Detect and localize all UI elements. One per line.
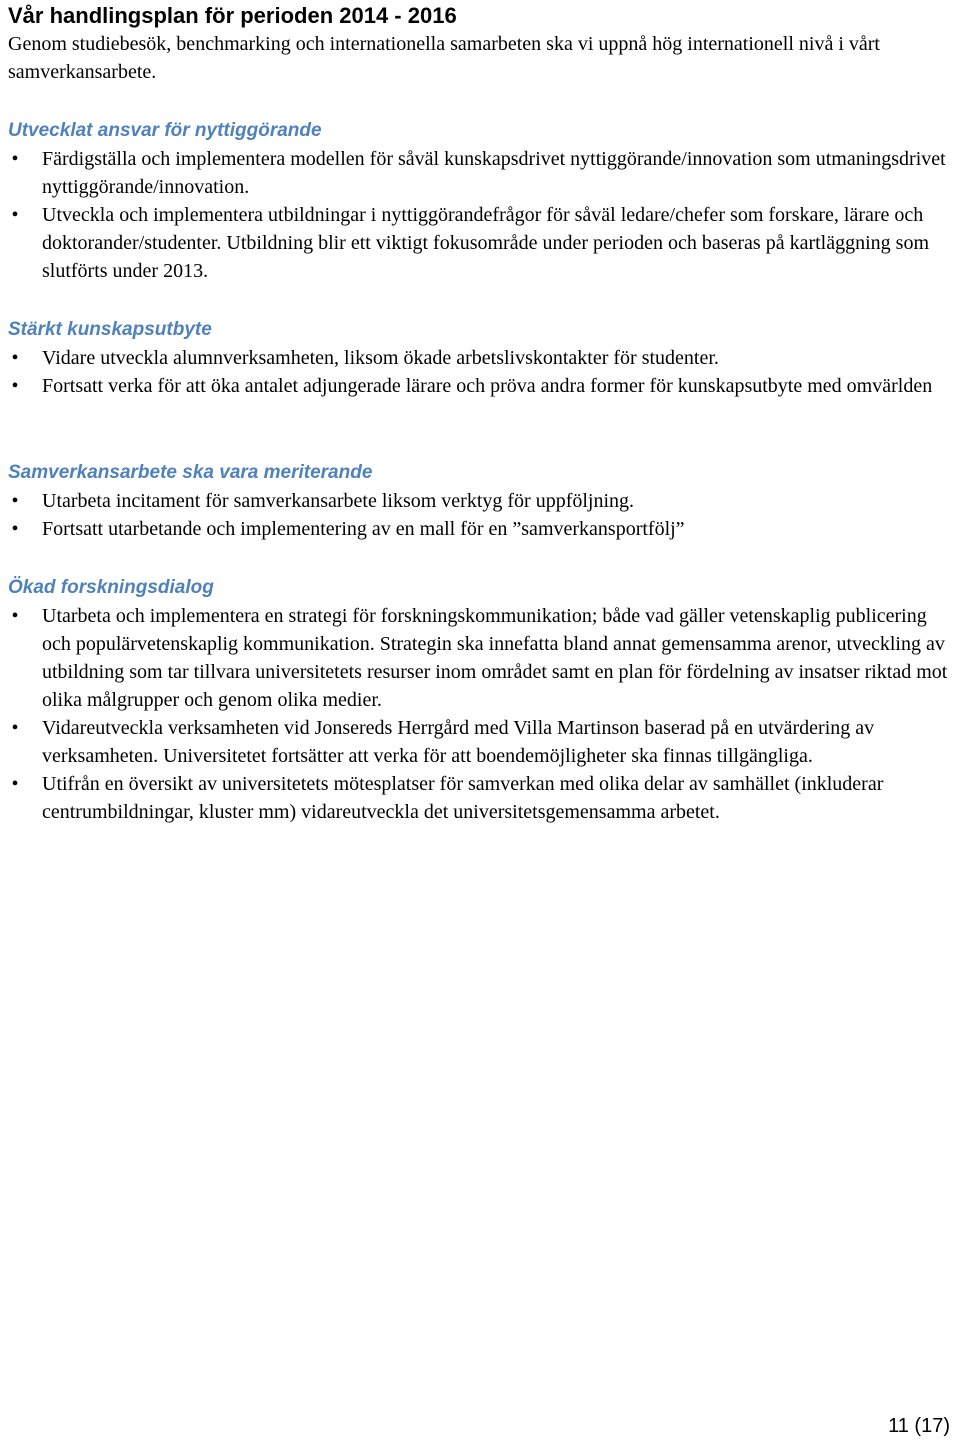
page-content (8, 0, 958, 823)
list-item-text: Fortsatt verka för att öka antalet adjungerade lärare och pröva andra former för kunskapsutbyte med omvärlden (42, 375, 933, 397)
list-item-text: Färdigställa och implementera modellen för såväl kunskapsdrivet nyttiggörande/innovation som utmaningsdrivet nyttiggörande/innovation. (42, 148, 946, 198)
list-item (8, 372, 958, 400)
list-item-text: Utveckla och implementera utbildningar i nyttiggörandefrågor för såväl ledare/chefer som forskare, lärare och doktorander/studenter. Utbildning blir ett viktigt fokusområde under perioden och baseras på kartläggning som slutförts under 2013. (42, 204, 930, 282)
bullet-list (8, 602, 958, 826)
bullet-icon: • (11, 773, 19, 795)
section-okad-forskningsdialog (8, 574, 958, 826)
intro-paragraph: Genom studiebesök, benchmarking och internationella samarbeten ska vi uppnå hög internationell nivå i vårt samverkansarbete. (8, 33, 880, 83)
bullet-icon: • (11, 518, 19, 540)
section-heading: Stärkt kunskapsutbyte (8, 319, 212, 340)
page-title: Vår handlingsplan för perioden 2014 - 2016 (8, 3, 457, 28)
section-heading: Utvecklat ansvar för nyttiggörande (8, 120, 322, 141)
section-utvecklat-ansvar (8, 117, 958, 285)
list-item (8, 770, 958, 826)
list-item-text: Utarbeta incitament för samverkansarbete liksom verktyg för uppföljning. (42, 490, 635, 512)
list-item (8, 487, 958, 515)
list-item-text: Vidare utveckla alumnverksamheten, liksom ökade arbetslivskontakter för studenter. (42, 347, 719, 369)
bullet-icon: • (11, 375, 19, 397)
bullet-list (8, 145, 958, 285)
list-item (8, 145, 958, 201)
list-item (8, 602, 958, 714)
section-heading: Samverkansarbete ska vara meriterande (8, 462, 373, 483)
page-number: 11 (17) (888, 1415, 950, 1437)
bullet-list (8, 487, 958, 543)
list-item (8, 714, 958, 770)
bullet-icon: • (11, 148, 19, 170)
list-item-text: Fortsatt utarbetande och implementering av en mall för en ”samverkansportfölj” (42, 518, 685, 540)
list-item (8, 201, 958, 285)
section-starkt-kunskapsutbyte (8, 316, 958, 400)
list-item-text: Utarbeta och implementera en strategi för forskningskommunikation; både vad gäller vetenskaplig publicering och populärvetenskaplig kommunikation. Strategin ska innefatta bland annat gemensamma arenor, utveckling av utbildning som tar tillvara universitetets resurser inom området samt en plan för fördelning av insatser riktad mot olika målgrupper och genom olika medier. (42, 605, 948, 711)
section-heading: Ökad forskningsdialog (8, 577, 214, 598)
list-item-text: Vidareutveckla verksamheten vid Jonsereds Herrgård med Villa Martinson baserad på en utvärdering av verksamheten. Universitetet fortsätter att verka för att boendemöjligheter ska finnas tillgängliga. (42, 717, 875, 767)
list-item-text: Utifrån en översikt av universitetets mötesplatser för samverkan med olika delar av samhället (inkluderar centrumbildningar, kluster mm) vidareutveckla det universitetsgemensamma arbetet. (42, 773, 884, 823)
bullet-icon: • (11, 490, 19, 512)
bullet-icon: • (11, 717, 19, 739)
list-item (8, 344, 958, 372)
section-samverkansarbete (8, 459, 958, 543)
bullet-icon: • (11, 605, 19, 627)
bullet-list (8, 344, 958, 400)
bullet-icon: • (11, 204, 19, 226)
list-item (8, 515, 958, 543)
bullet-icon: • (11, 347, 19, 369)
